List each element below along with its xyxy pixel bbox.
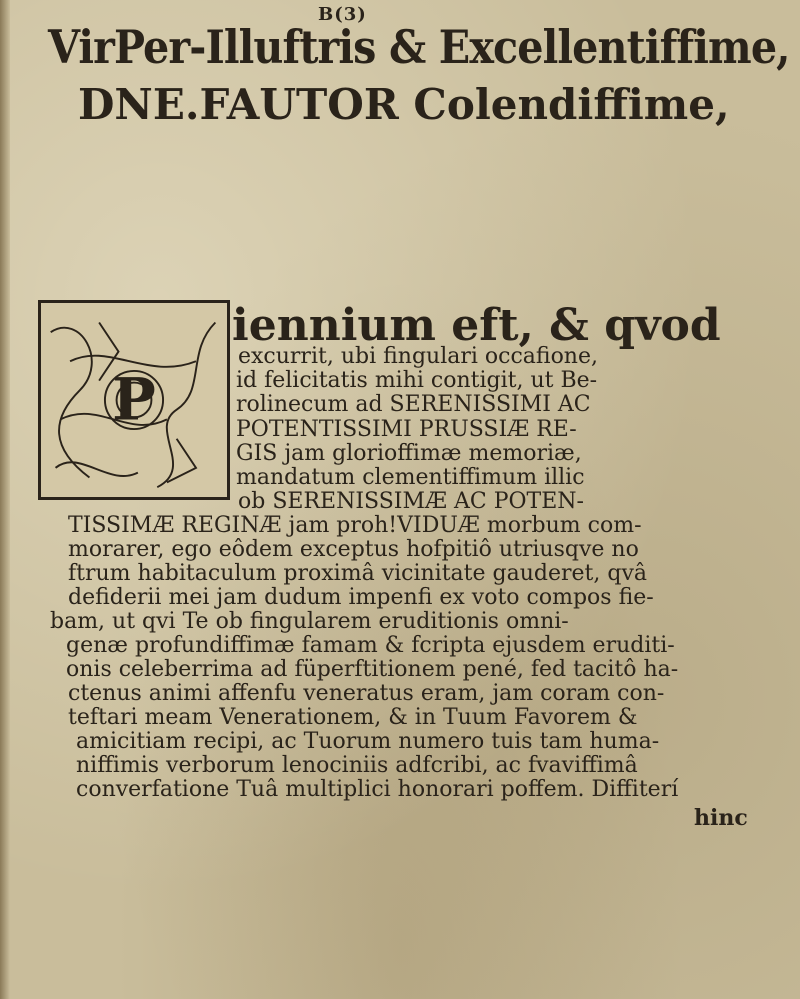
text-line: teftari meam Venerationem, & in Tuum Favorem & <box>68 705 638 730</box>
text-line: id felicitatis mihi contigit, ut Be- <box>236 368 598 393</box>
salutation-line-2: DNE.FAUTOR Colendiffime, <box>78 80 730 129</box>
text-line: defiderii mei jam dudum impenfi ex voto compos fie- <box>68 585 654 610</box>
text-line: ob SERENISSIMÆ AC POTEN- <box>238 489 584 514</box>
text-line: niffimis verborum lenociniis adfcribi, ac fvaviffimâ <box>76 753 638 778</box>
text-line: mandatum clementiffimum illic <box>236 465 585 490</box>
text-line: TISSIMÆ REGINÆ jam proh!VIDUÆ morbum com- <box>68 513 642 538</box>
text-line: rolinecum ad SERENISSIMI AC <box>236 392 591 417</box>
page-edge <box>0 0 10 999</box>
text-line: morarer, ego eôdem exceptus hofpitiô utriusqve no <box>68 537 639 562</box>
text-line: POTENTISSIMI PRUSSIÆ RE- <box>236 417 577 442</box>
signature-mark: B(3) <box>318 4 367 25</box>
salutation-line-1: VirPer-Illuftris & Excellentiffime, <box>48 20 790 74</box>
text-line: genæ profundiffimæ famam & fcripta ejusdem eruditi- <box>66 633 675 658</box>
drop-initial-letter: P <box>112 364 156 434</box>
catchword: hinc <box>694 805 748 831</box>
text-line: ctenus animi affenfu veneratus eram, jam coram con- <box>68 681 665 706</box>
text-line: ftrum habitaculum proximâ vicinitate gauderet, qvâ <box>68 561 647 586</box>
text-line: excurrit, ubi fingulari occafione, <box>238 344 598 369</box>
text-line: bam, ut qvi Te ob fingularem eruditionis omni- <box>50 609 569 634</box>
first-line: iennium eft, & qvod <box>232 300 721 351</box>
text-line: converfatione Tuâ multiplici honorari poffem. Diffiterí <box>76 777 679 802</box>
ornament-icon <box>41 303 227 497</box>
text-line: GIS jam glorioffimæ memoriæ, <box>236 441 582 466</box>
text-line: amicitiam recipi, ac Tuorum numero tuis tam huma- <box>76 729 660 754</box>
ornamental-initial <box>38 300 230 500</box>
text-line: onis celeberrima ad füperftitionem pené, fed tacitô ha- <box>66 657 679 682</box>
